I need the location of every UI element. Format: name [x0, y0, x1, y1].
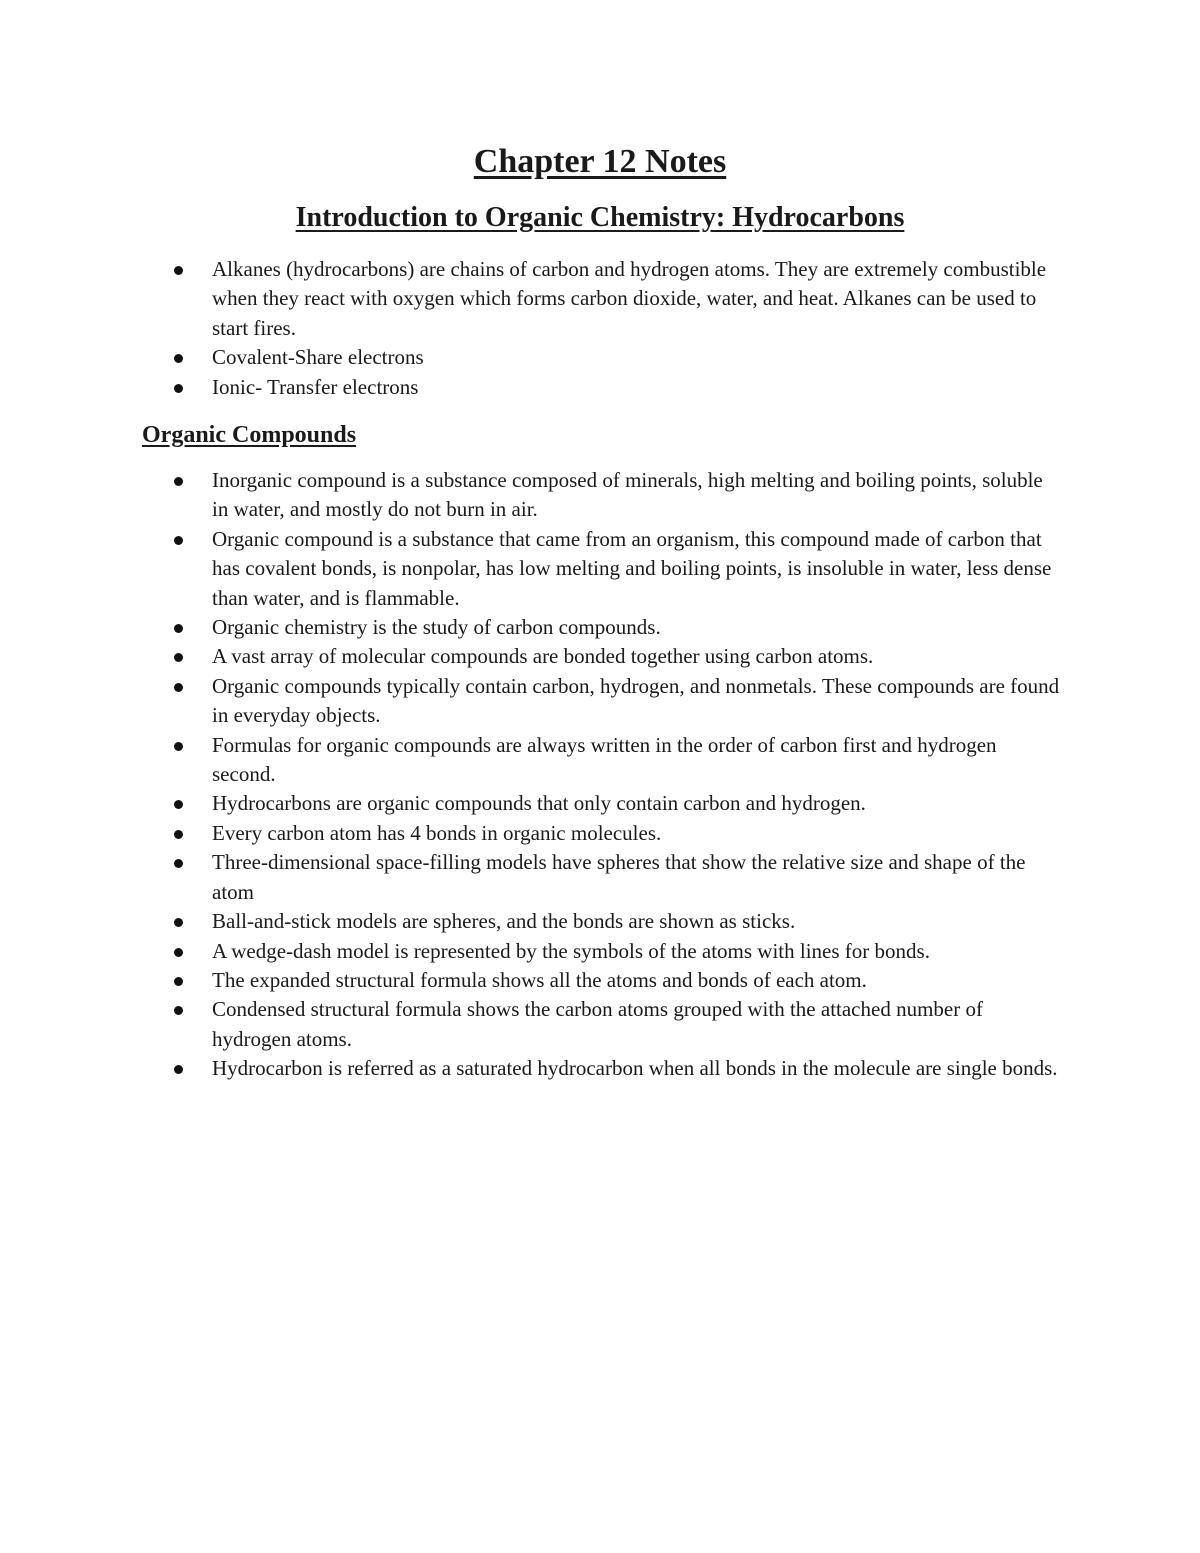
- document-subtitle: Introduction to Organic Chemistry: Hydrocarbons: [295, 202, 905, 233]
- bullet-icon: [174, 1006, 183, 1015]
- bullet-icon: [174, 384, 183, 393]
- bullet-text: Organic chemistry is the study of carbon compounds.: [212, 615, 661, 640]
- bullet-icon: [174, 742, 183, 751]
- list-item: [0, 373, 1062, 402]
- list-item: [0, 525, 1062, 613]
- list-item: [0, 966, 1062, 995]
- list-item: [0, 613, 1062, 642]
- list-item: [0, 466, 1062, 525]
- bullet-text: Ball-and-stick models are spheres, and the bonds are shown as sticks.: [212, 909, 796, 934]
- bullet-icon: [174, 653, 183, 662]
- bullet-text: Three-dimensional space-filling models have spheres that show the relative size and shape of the atom: [212, 850, 1026, 904]
- bullet-text: Hydrocarbons are organic compounds that only contain carbon and hydrogen.: [212, 791, 866, 816]
- bullet-icon: [174, 859, 183, 868]
- bullet-text: Alkanes (hydrocarbons) are chains of carbon and hydrogen atoms. They are extremely combustible when they react with oxygen which forms carbon dioxide, water, and heat. Alkanes can be used to start fires.: [212, 257, 1047, 340]
- bullet-icon: [174, 477, 183, 486]
- list-item: [0, 937, 1062, 966]
- organic-bullet-list: [0, 466, 1062, 1084]
- bullet-text: Ionic- Transfer electrons: [212, 374, 419, 399]
- bullet-icon: [174, 918, 183, 927]
- bullet-icon: [174, 1065, 183, 1074]
- bullet-text: Inorganic compound is a substance composed of minerals, high melting and boiling points, soluble in water, and mostly do not burn in air.: [212, 468, 1043, 522]
- document-title: Chapter 12 Notes: [473, 143, 727, 180]
- bullet-text: Covalent-Share electrons: [212, 345, 424, 370]
- list-item: [0, 789, 1062, 818]
- bullet-text: Formulas for organic compounds are always written in the order of carbon first and hydrogen second.: [212, 732, 997, 787]
- list-item: [0, 907, 1062, 936]
- bullet-icon: [174, 948, 183, 957]
- list-item: [0, 255, 1062, 343]
- list-item: [0, 642, 1062, 671]
- list-item: [0, 672, 1062, 731]
- list-item: [0, 995, 1062, 1054]
- bullet-text: Condensed structural formula shows the carbon atoms grouped with the attached number of hydrogen atoms.: [212, 997, 983, 1051]
- bullet-text: Organic compound is a substance that came from an organism, this compound made of carbon that has covalent bonds, is nonpolar, has low melting and boiling points, is insoluble in water, less dense than water, and is flammable.: [212, 526, 1052, 610]
- bullet-text: The expanded structural formula shows all the atoms and bonds of each atom.: [212, 967, 867, 992]
- bullet-icon: [174, 536, 183, 545]
- list-item: [0, 1054, 1062, 1083]
- list-item: [0, 343, 1062, 372]
- bullet-icon: [174, 830, 183, 839]
- bullet-icon: [174, 977, 183, 986]
- bullet-icon: [174, 683, 183, 692]
- intro-bullet-list: [0, 255, 1062, 402]
- section-heading: Organic Compounds: [142, 422, 357, 448]
- bullet-icon: [174, 800, 183, 809]
- bullet-text: Every carbon atom has 4 bonds in organic molecules.: [212, 820, 662, 845]
- bullet-icon: [174, 266, 183, 275]
- bullet-text: A wedge-dash model is represented by the symbols of the atoms with lines for bonds.: [212, 938, 930, 963]
- list-item: [0, 848, 1062, 907]
- bullet-text: Organic compounds typically contain carbon, hydrogen, and nonmetals. These compounds are found in everyday objects.: [212, 673, 1060, 728]
- bullet-text: A vast array of molecular compounds are bonded together using carbon atoms.: [212, 644, 874, 669]
- bullet-text: Hydrocarbon is referred as a saturated hydrocarbon when all bonds in the molecule are single bonds.: [212, 1056, 1058, 1081]
- list-item: [0, 819, 1062, 848]
- list-item: [0, 731, 1062, 790]
- bullet-icon: [174, 354, 183, 363]
- bullet-icon: [174, 624, 183, 633]
